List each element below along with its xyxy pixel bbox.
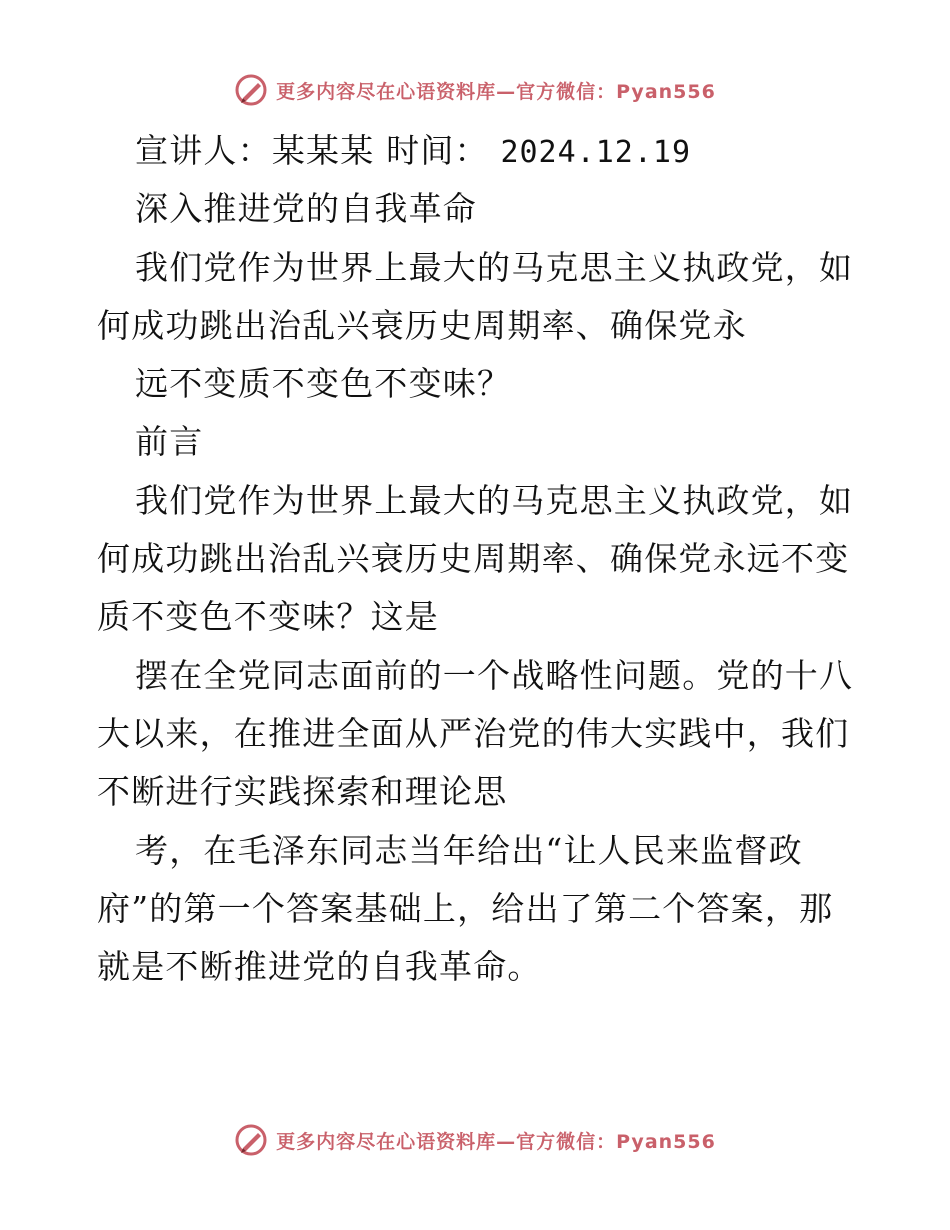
text-line: 大以来，在推进全面从严治党的伟大实践中，我们 [97,713,850,753]
watermark-text: 更多内容尽在心语资料库—官方微信：Pyan556 [276,80,716,103]
footer-watermark-banner [0,1120,950,1160]
header-watermark-banner [0,70,950,110]
text-line: 前言 [135,422,204,462]
text-line: 府”的第一个答案基础上，给出了第二个答案，那 [97,888,834,928]
text-line: 远不变质不变色不变味？ [135,364,512,404]
text-line: 深入推进党的自我革命 [135,189,477,229]
paragraph-lines [97,180,857,996]
speaker-time-line [97,122,857,180]
speaker-name: 某某某 [271,131,375,170]
text-line: 质不变色不变味？这是 [97,597,439,637]
text-line: 摆在全党同志面前的一个战略性问题。党的十八 [135,655,854,695]
speaker-label: 宣讲人： [135,131,272,170]
text-line: 我们党作为世界上最大的马克思主义执政党，如 [135,480,854,520]
text-line: 考，在毛泽东同志当年给出“让人民来监督政 [135,830,803,870]
body-content [97,122,857,996]
text-line: 不断进行实践探索和理论思 [97,772,508,812]
time-label: 时间： [386,131,489,170]
text-line: 我们党作为世界上最大的马克思主义执政党，如 [135,247,854,287]
pen-circle-logo-icon [234,73,268,107]
text-line: 何成功跳出治乱兴衰历史周期率、确保党永远不变 [97,539,850,579]
text-line: 何成功跳出治乱兴衰历史周期率、确保党永 [97,305,747,345]
date-value: 2024.12.19 [500,135,692,170]
pen-circle-logo-icon [234,1123,268,1157]
text-line: 就是不断推进党的自我革命。 [97,947,542,987]
watermark-text: 更多内容尽在心语资料库—官方微信：Pyan556 [276,1130,716,1153]
